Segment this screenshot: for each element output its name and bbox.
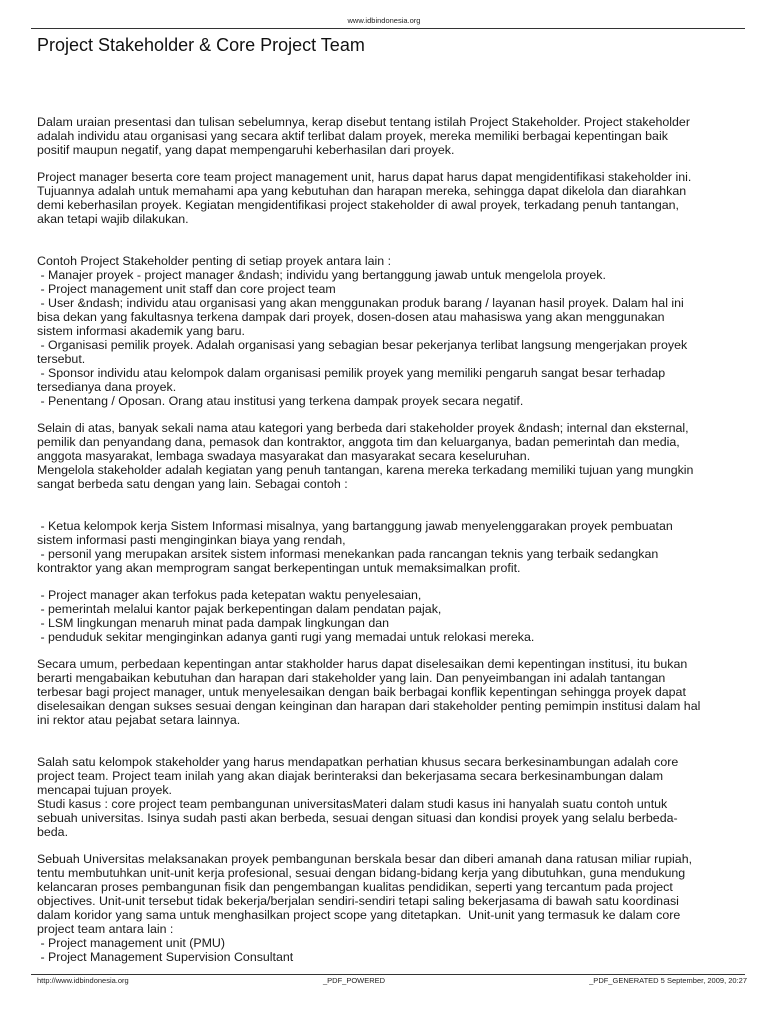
footer-divider xyxy=(31,974,745,975)
header-divider xyxy=(31,28,745,29)
document-body xyxy=(37,115,727,964)
paragraph-gap xyxy=(37,839,727,852)
paragraph-stakeholder-examples: Contoh Project Stakeholder penting di setiap proyek antara lain : - Manajer proyek - project manager &ndash; individu yang bertanggung jawab untuk mengelola proyek. - Project management unit staff dan core project team - User &ndash; individu atau organisasi yang akan menggunakan produk barang / layanan hasil proyek. Dalam hal ini bisa dekan yang fakultasnya terkena dampak dari proyek, dosen-dosen atau mahasiswa yang akan menggunakan sistem informasi akademik yang baru. - Organisasi pemilik proyek. Adalah organisasi yang sebagian besar pekerjanya terlibat langsung mengerjakan proyek tersebut. - Sponsor individu atau kelompok dalam organisasi pemilik proyek yang memiliki pengaruh sangat besar terhadap tersedianya dana proyek. - Penentang / Oposan. Orang atau institusi yang terkena dampak proyek secara negatif. xyxy=(37,254,688,408)
footer xyxy=(37,976,747,988)
footer-generated: _PDF_GENERATED 5 September, 2009, 20:27 xyxy=(589,976,747,985)
paragraph-gap xyxy=(37,575,727,588)
paragraph-gap xyxy=(37,157,727,170)
paragraph-university-project: Sebuah Universitas melaksanakan proyek pembangunan berskala besar dan diberi amanah dana ratusan miliar rupiah, tentu membutuhkan unit-unit kerja profesional, sesuai dengan bidang-bidang kerja yang dibutuhkan, guna mendukung kelancaran proses pembangunan fisik dan pengembangan kualitas pendidikan, seperti yang tercantum pada project objectives. Unit-unit tersebut tidak bekerja/berjalan sendiri-sendiri tetapi saling bekerjasama di bawah satu koordinasi dalam koridor yang sama untuk menghasilkan project scope yang ditetapkan. Unit-unit yang termasuk ke dalam core project team antara lain : - Project management unit (PMU) - Project Management Supervision Consultant xyxy=(37,852,693,964)
paragraph-example-conflicts-2: - Project manager akan terfokus pada ketepatan waktu penyelesaian, - pemerintah melalui kantor pajak berkepentingan dalam pendatan pajak, - LSM lingkungan menaruh minat pada dampak lingkungan dan - penduduk sekitar menginginkan adanya ganti rugi yang memadai untuk relokasi mereka. xyxy=(40,588,535,644)
paragraph-gap xyxy=(37,226,727,254)
paragraph-gap xyxy=(37,408,727,421)
footer-powered: _PDF_POWERED xyxy=(323,976,386,985)
paragraph-other-categories: Selain di atas, banyak sekali nama atau kategori yang berbeda dari stakeholder proyek &ndash; internal dan eksternal, pemilik dan penyandang dana, pemasok dan kontraktor, anggota tim dan keluarganya, badan pemerintah dan media, anggota masyarakat, lembaga swadaya masyarakat dan masyarakat secara keseluruhan. Mengelola stakeholder adalah kegiatan yang penuh tantangan, karena mereka terkadang memiliki tujuan yang mungkin sangat berbeda satu dengan yang lain. Sebagai contoh : xyxy=(37,421,694,491)
paragraph-example-conflicts-1: - Ketua kelompok kerja Sistem Informasi misalnya, yang bartanggung jawab menyelenggarakan proyek pembuatan sistem informasi pasti menginginkan biaya yang rendah, - personil yang merupakan arsitek sistem informasi menekankan pada rancangan teknis yang terbaik sedangkan kontraktor yang akan memprogram sangat berkepentingan untuk memaksimalkan profit. xyxy=(37,519,673,575)
paragraph-identification: Project manager beserta core team project management unit, harus dapat harus dapat mengidentifikasi stakeholder ini. Tujuannya adalah untuk memahami apa yang kebutuhan dan harapan mereka, sehingga dapat dikelola dan diarahkan demi keberhasilan proyek. Kegiatan mengidentifikasi project stakeholder di awal proyek, terkadang penuh tantangan, akan tetapi wajib dilakukan. xyxy=(37,170,692,226)
page-title: Project Stakeholder & Core Project Team xyxy=(37,35,365,55)
paragraph-balancing-interests: Secara umum, perbedaan kepentingan antar stakholder harus dapat diselesaikan demi kepentingan institusi, itu bukan berarti mengabaikan kebutuhan dan harapan dari stakeholder yang lain. Dan penyeimbangan ini adalah tantangan terbesar bagi project manager, untuk menyelesaikan dengan baik berbagai konflik kepentingan sehingga proyek dapat diselesaikan dengan sukses sesuai dengan keinginan dan harapan dari stakeholder penting pemimpin institusi dalam hal ini rektor atau pejabat setara lainnya. xyxy=(37,657,701,727)
footer-url: http://www.idbindonesia.org xyxy=(37,976,129,985)
header-url: www.idbindonesia.org xyxy=(347,16,421,25)
paragraph-gap xyxy=(37,491,727,519)
paragraph-gap xyxy=(37,727,727,755)
paragraph-core-project-team: Salah satu kelompok stakeholder yang harus mendapatkan perhatian khusus secara berkesinambungan adalah core project team. Project team inilah yang akan diajak berinteraksi dan bekerjasama secara berkesinambungan dalam mencapai tujuan proyek. Studi kasus : core project team pembangunan universitasMateri dalam studi kasus ini hanyalah suatu contoh untuk sebuah universitas. Isinya sudah pasti akan berbeda, sesuai dengan situasi dan kondisi proyek yang selalu berbeda- beda. xyxy=(37,755,679,839)
paragraph-gap xyxy=(37,644,727,657)
paragraph-intro: Dalam uraian presentasi dan tulisan sebelumnya, kerap disebut tentang istilah Project Stakeholder. Project stakeholder adalah individu atau organisasi yang secara aktif terlibat dalam proyek, mereka memiliki berbagai kepentingan baik positif maupun negatif, yang dapat mempengaruhi keberhasilan dari proyek. xyxy=(37,115,690,157)
